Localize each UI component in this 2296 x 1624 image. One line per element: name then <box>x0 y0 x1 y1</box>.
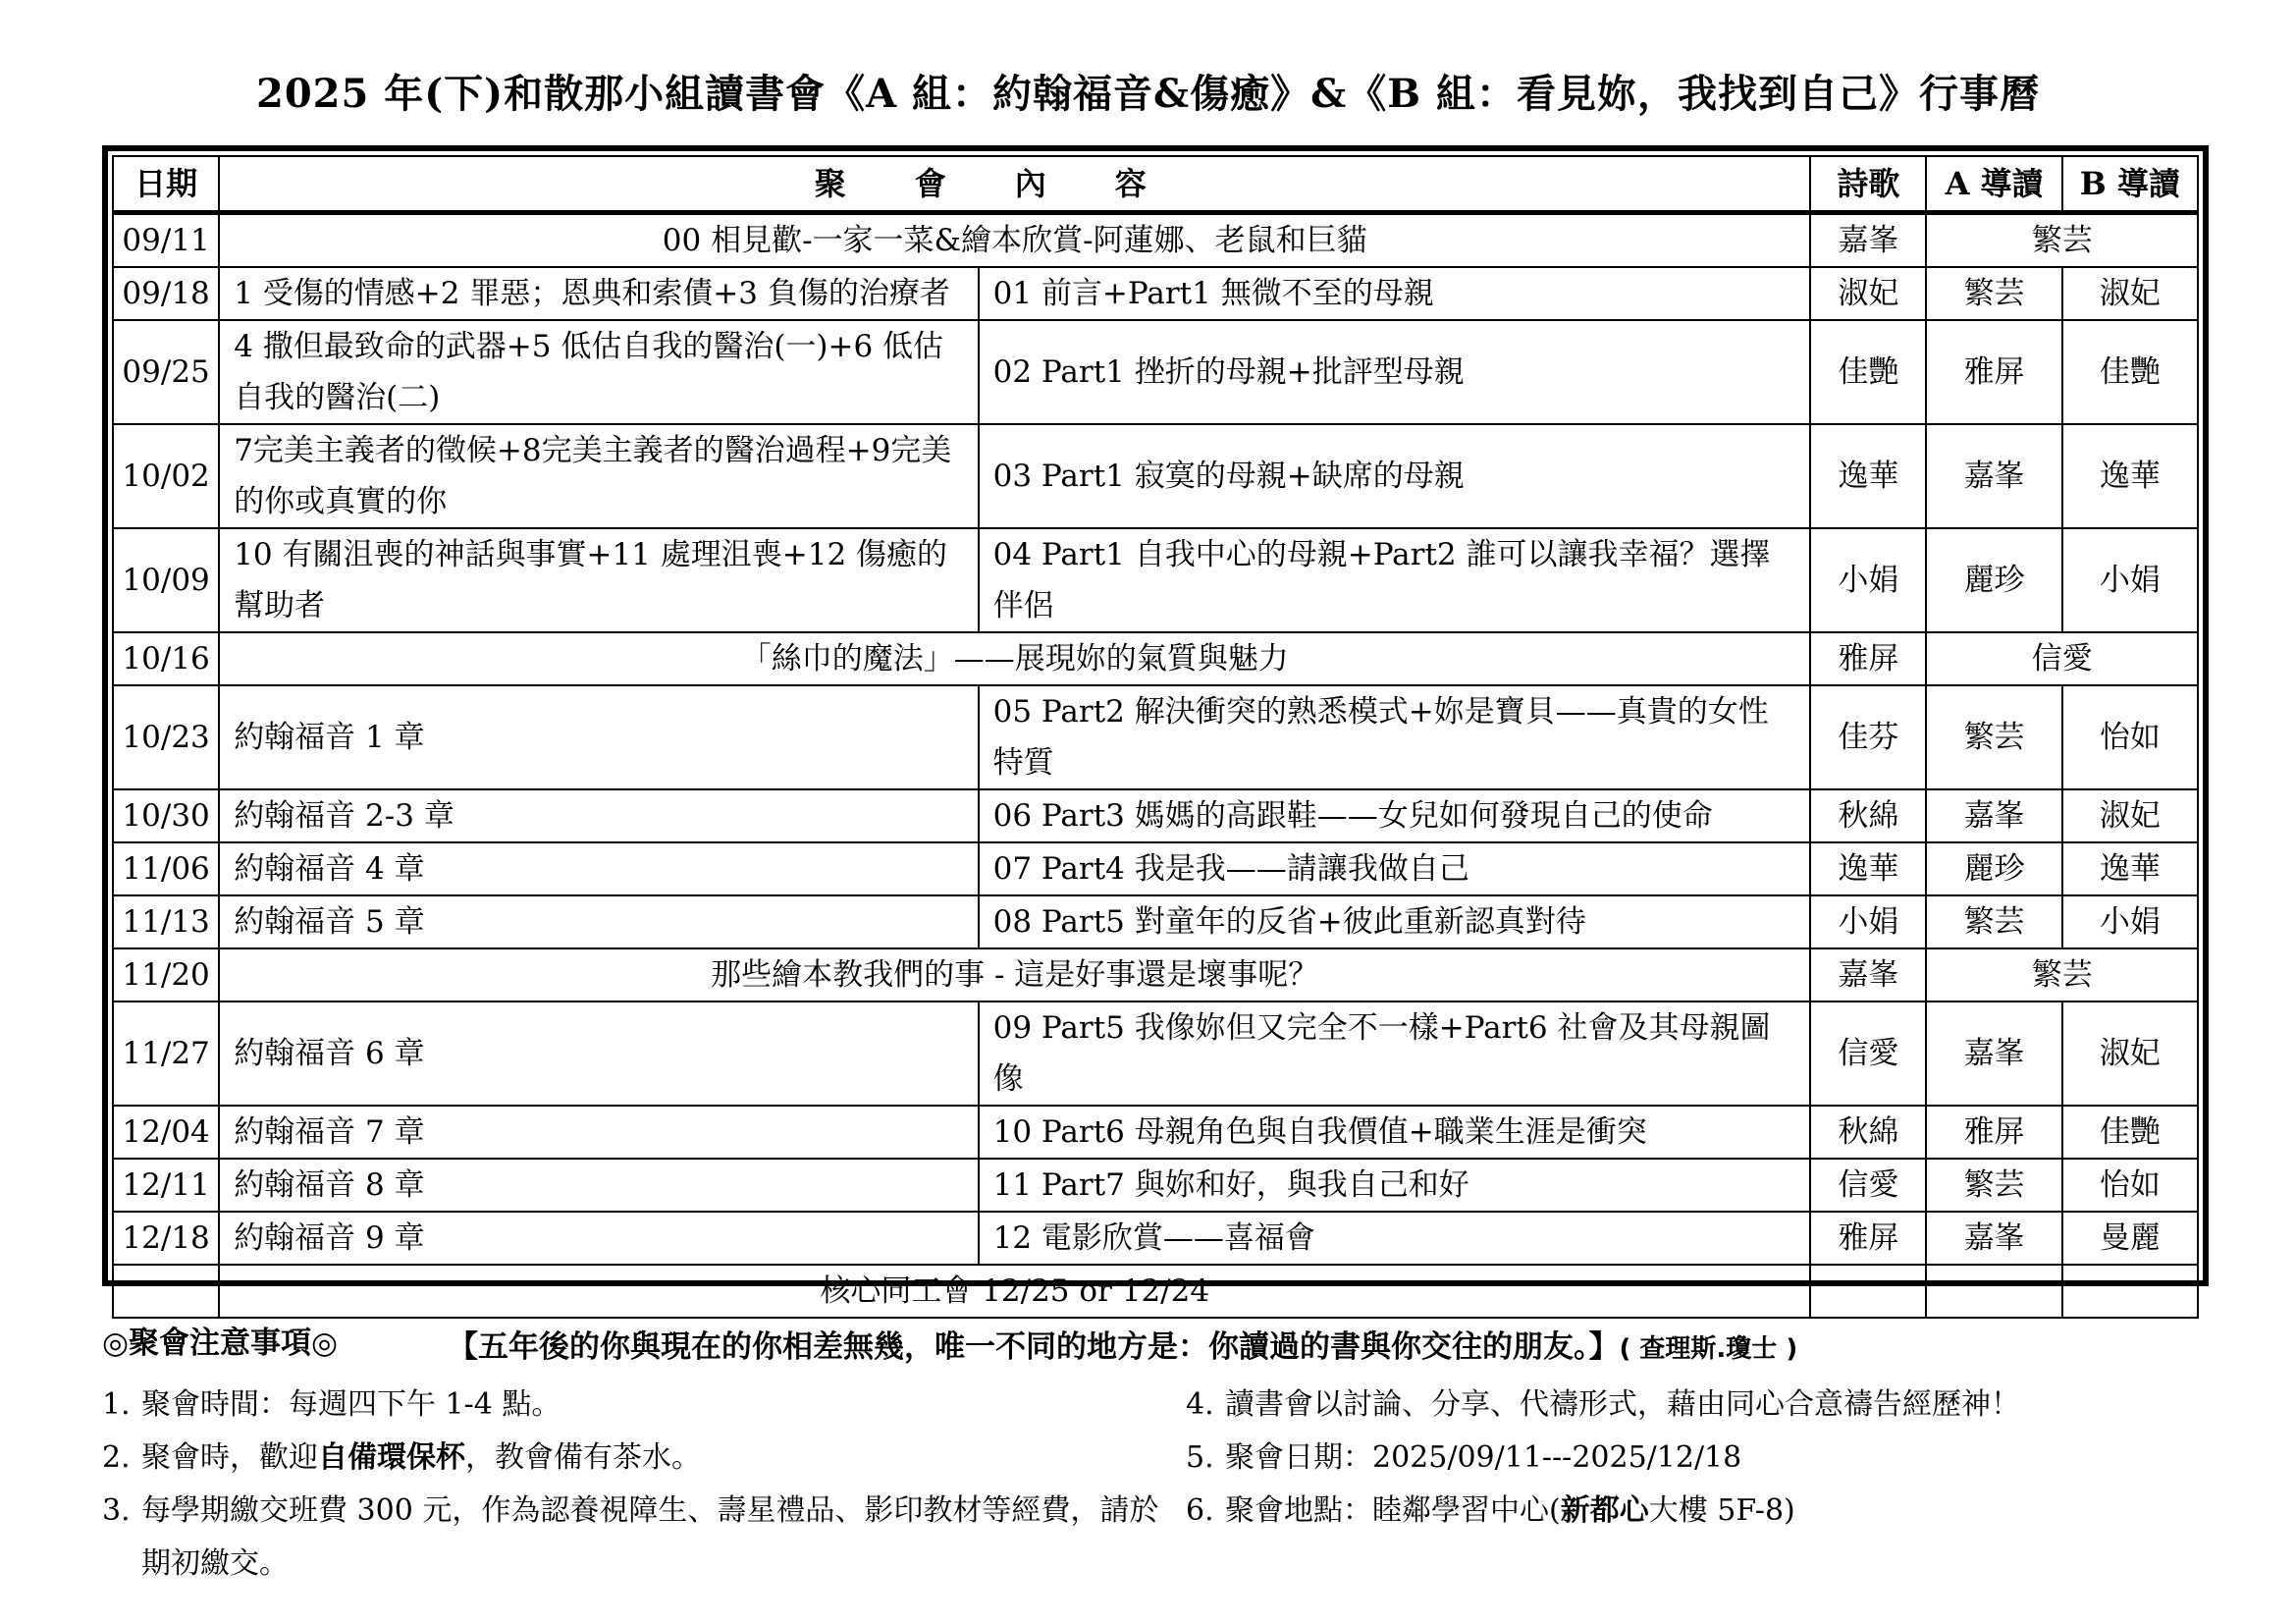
row-a-lead: 嘉峯 <box>1926 1212 2061 1265</box>
row-date: 10/30 <box>113 789 219 842</box>
table-row <box>113 213 2198 268</box>
row-a-lead <box>1926 1265 2061 1318</box>
note-post: ，教會備有茶水。 <box>465 1440 701 1475</box>
row-song: 秋綿 <box>1810 789 1926 842</box>
row-a-lead: 嘉峯 <box>1926 789 2061 842</box>
row-b-lead: 小娟 <box>2062 895 2198 948</box>
header-b-lead: B 導讀 <box>2062 156 2198 213</box>
row-b-lead: 佳艷 <box>2062 320 2198 424</box>
row-a-lead: 嘉峯 <box>1926 1001 2061 1106</box>
quote-author: ( 查理斯.瓊士 ) <box>1619 1334 1798 1364</box>
row-a-lead: 繁芸 <box>1926 1159 2061 1212</box>
row-song: 雅屏 <box>1810 632 1926 685</box>
row-date: 09/25 <box>113 320 219 424</box>
row-lead: 信愛 <box>1926 632 2198 685</box>
row-b-content: 10 Part6 母親角色與自我價值+職業生涯是衝突 <box>979 1106 1811 1159</box>
row-b-lead: 淑妃 <box>2062 1001 2198 1106</box>
note-item <box>1186 1485 2216 1538</box>
row-date: 10/16 <box>113 632 219 685</box>
row-song: 嘉峯 <box>1810 213 1926 268</box>
note-item <box>102 1432 1162 1485</box>
row-b-lead: 淑妃 <box>2062 789 2198 842</box>
row-b-lead: 曼麗 <box>2062 1212 2198 1265</box>
row-song: 佳芬 <box>1810 685 1926 789</box>
row-song: 逸華 <box>1810 842 1926 895</box>
row-date: 12/04 <box>113 1106 219 1159</box>
note-number: 4. <box>1186 1387 1214 1422</box>
row-a-content: 7完美主義者的徵候+8完美主義者的醫治過程+9完美的你或真實的你 <box>219 424 978 528</box>
table-row <box>113 1159 2198 1212</box>
notes-title: ◎聚會注意事項◎ <box>102 1326 339 1361</box>
row-b-lead: 怡如 <box>2062 1159 2198 1212</box>
row-b-lead: 小娟 <box>2062 528 2198 632</box>
row-a-content: 約翰福音 4 章 <box>219 842 978 895</box>
header-song: 詩歌 <box>1810 156 1926 213</box>
note-text: 每學期繳交班費 300 元，作為認養視障生、壽星禮品、影印教材等經費，請於期初繳交。 <box>141 1493 1159 1581</box>
row-b-lead <box>2062 1265 2198 1318</box>
quote <box>448 1322 1797 1366</box>
row-merged-content: 00 相見歡-一家一菜&繪本欣賞-阿蓮娜、老鼠和巨貓 <box>219 213 1810 268</box>
row-date <box>113 1265 219 1318</box>
row-a-content: 約翰福音 5 章 <box>219 895 978 948</box>
table-row <box>113 685 2198 789</box>
note-pre: 聚會地點：睦鄰學習中心( <box>1225 1493 1561 1528</box>
row-date: 11/13 <box>113 895 219 948</box>
row-a-lead: 繁芸 <box>1926 267 2061 320</box>
row-a-content: 約翰福音 8 章 <box>219 1159 978 1212</box>
row-song: 淑妃 <box>1810 267 1926 320</box>
note-number: 3. <box>102 1493 131 1528</box>
row-b-content: 07 Part4 我是我——請讓我做自己 <box>979 842 1811 895</box>
row-date: 10/23 <box>113 685 219 789</box>
row-b-lead: 逸華 <box>2062 424 2198 528</box>
note-bold: 自備環保杯 <box>318 1440 465 1475</box>
row-date: 11/06 <box>113 842 219 895</box>
row-b-content: 06 Part3 媽媽的高跟鞋——女兒如何發現自己的使命 <box>979 789 1811 842</box>
row-date: 10/09 <box>113 528 219 632</box>
row-a-content: 1 受傷的情感+2 罪惡；恩典和索債+3 負傷的治療者 <box>219 267 978 320</box>
row-song: 雅屏 <box>1810 1212 1926 1265</box>
table-row <box>113 895 2198 948</box>
row-date: 09/18 <box>113 267 219 320</box>
row-a-content: 約翰福音 1 章 <box>219 685 978 789</box>
row-b-lead: 怡如 <box>2062 685 2198 789</box>
note-text: 聚會日期：2025/09/11---2025/12/18 <box>1225 1440 1742 1475</box>
header-row <box>113 156 2198 213</box>
table-row <box>113 632 2198 685</box>
row-merged-content: 那些繪本教我們的事 - 這是好事還是壞事呢？ <box>219 948 1810 1001</box>
row-a-lead: 麗珍 <box>1926 528 2061 632</box>
row-b-content: 12 電影欣賞——喜福會 <box>979 1212 1811 1265</box>
row-a-lead: 麗珍 <box>1926 842 2061 895</box>
table-row <box>113 267 2198 320</box>
row-song: 秋綿 <box>1810 1106 1926 1159</box>
row-a-lead: 繁芸 <box>1926 685 2061 789</box>
row-song: 信愛 <box>1810 1159 1926 1212</box>
note-number: 5. <box>1186 1440 1214 1475</box>
row-song: 小娟 <box>1810 895 1926 948</box>
note-item <box>102 1379 1162 1432</box>
note-pre: 聚會時，歡迎 <box>141 1440 318 1475</box>
note-text: 讀書會以討論、分享、代禱形式，藉由同心合意禱告經歷神！ <box>1225 1387 2020 1422</box>
row-date: 12/18 <box>113 1212 219 1265</box>
note-item <box>1186 1432 2216 1485</box>
row-b-content: 11 Part7 與妳和好，與我自己和好 <box>979 1159 1811 1212</box>
row-b-content: 09 Part5 我像妳但又完全不一樣+Part6 社會及其母親圖像 <box>979 1001 1811 1106</box>
table-row <box>113 1212 2198 1265</box>
row-merged-content: 核心同工會 12/25 or 12/24 <box>219 1265 1810 1318</box>
row-song: 小娟 <box>1810 528 1926 632</box>
table-row <box>113 1106 2198 1159</box>
row-a-lead: 雅屏 <box>1926 1106 2061 1159</box>
row-merged-content: 「絲巾的魔法」——展現妳的氣質與魅力 <box>219 632 1810 685</box>
row-b-lead: 佳艷 <box>2062 1106 2198 1159</box>
row-a-content: 約翰福音 7 章 <box>219 1106 978 1159</box>
note-bold: 新都心 <box>1560 1493 1649 1528</box>
table-row <box>113 1001 2198 1106</box>
row-b-content: 05 Part2 解決衝突的熟悉模式+妳是寶貝——真貴的女性特質 <box>979 685 1811 789</box>
row-b-content: 03 Part1 寂寞的母親+缺席的母親 <box>979 424 1811 528</box>
note-number: 2. <box>102 1440 131 1475</box>
row-lead: 繁芸 <box>1926 948 2198 1001</box>
note-item <box>102 1485 1162 1591</box>
row-date: 11/27 <box>113 1001 219 1106</box>
row-date: 09/11 <box>113 213 219 268</box>
row-song: 嘉峯 <box>1810 948 1926 1001</box>
table-row <box>113 1265 2198 1318</box>
quote-text: 【五年後的你與現在的你相差無幾，唯一不同的地方是：你讀過的書與你交往的朋友。】 <box>448 1329 1620 1365</box>
row-song: 佳艷 <box>1810 320 1926 424</box>
notes-list-left <box>102 1379 1162 1591</box>
page-title: 2025 年(下)和散那小組讀書會《A 組：約翰福音&傷癒》&《B 組：看見妳，我找到自己》行事曆 <box>255 71 2041 117</box>
table-row <box>113 842 2198 895</box>
header-a-lead: A 導讀 <box>1926 156 2061 213</box>
row-date: 12/11 <box>113 1159 219 1212</box>
row-a-lead: 嘉峯 <box>1926 424 2061 528</box>
row-b-content: 08 Part5 對童年的反省+彼此重新認真對待 <box>979 895 1811 948</box>
note-number: 6. <box>1186 1493 1214 1528</box>
row-date: 10/02 <box>113 424 219 528</box>
schedule-frame <box>102 145 2209 1309</box>
note-number: 1. <box>102 1387 131 1422</box>
table-row <box>113 528 2198 632</box>
row-song <box>1810 1265 1926 1318</box>
header-content: 聚會內容 <box>219 156 1810 213</box>
row-b-lead: 逸華 <box>2062 842 2198 895</box>
row-date: 11/20 <box>113 948 219 1001</box>
table-row <box>113 789 2198 842</box>
row-song: 信愛 <box>1810 1001 1926 1106</box>
row-b-content: 04 Part1 自我中心的母親+Part2 誰可以讓我幸福？選擇伴侶 <box>979 528 1811 632</box>
table-row <box>113 320 2198 424</box>
row-song: 逸華 <box>1810 424 1926 528</box>
table-row <box>113 948 2198 1001</box>
note-item <box>1186 1379 2216 1432</box>
schedule-body <box>113 156 2198 1318</box>
row-a-content: 10 有關沮喪的神話與事實+11 處理沮喪+12 傷癒的幫助者 <box>219 528 978 632</box>
notes-list-right <box>1186 1379 2216 1538</box>
table-row <box>113 424 2198 528</box>
row-b-lead: 淑妃 <box>2062 267 2198 320</box>
note-post: 大樓 5F-8) <box>1648 1493 1795 1528</box>
row-lead: 繁芸 <box>1926 213 2198 268</box>
header-date: 日期 <box>113 156 219 213</box>
row-a-content: 約翰福音 6 章 <box>219 1001 978 1106</box>
row-a-content: 約翰福音 2-3 章 <box>219 789 978 842</box>
schedule-table <box>112 155 2199 1319</box>
row-b-content: 02 Part1 挫折的母親+批評型母親 <box>979 320 1811 424</box>
note-text: 聚會時間：每週四下午 1-4 點。 <box>141 1387 561 1422</box>
row-a-lead: 繁芸 <box>1926 895 2061 948</box>
row-b-content: 01 前言+Part1 無微不至的母親 <box>979 267 1811 320</box>
row-a-content: 約翰福音 9 章 <box>219 1212 978 1265</box>
row-a-lead: 雅屏 <box>1926 320 2061 424</box>
row-a-content: 4 撒但最致命的武器+5 低估自我的醫治(一)+6 低估自我的醫治(二) <box>219 320 978 424</box>
